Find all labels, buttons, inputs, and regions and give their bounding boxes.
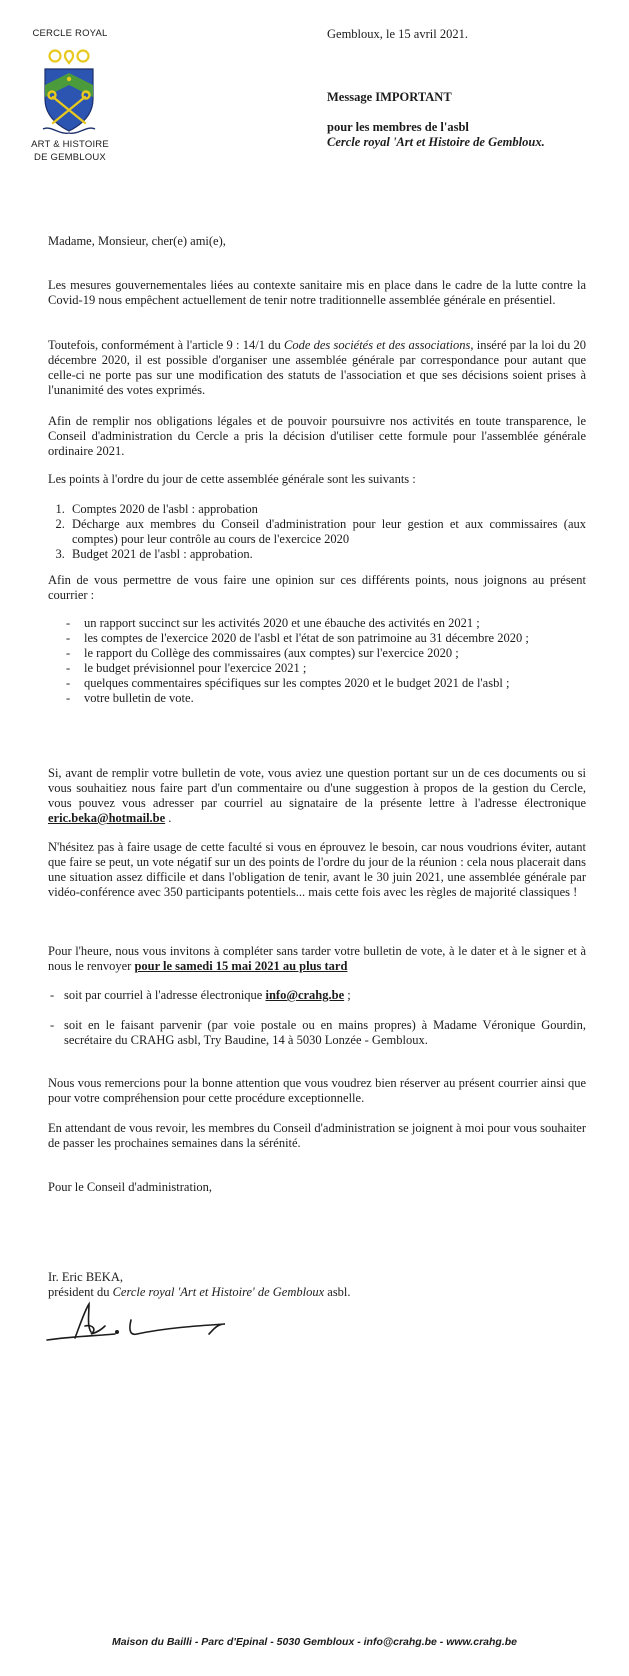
legal-code-title: Code des sociétés et des associations, xyxy=(283,338,474,352)
handwritten-signature xyxy=(45,1300,245,1348)
logo-title-bottom xyxy=(15,138,125,164)
return-methods-list-2 xyxy=(48,1018,586,1048)
paragraph-thanks: Nous vous remercions pour la bonne attention que vous voudrez bien réserver au présent courrier ainsi que pour votre compréhension pour cette procédure exceptionnelle. xyxy=(48,1076,586,1105)
letter-date: Gembloux, le 15 avril 2021. xyxy=(327,27,468,41)
message-recipient-line-2: Cercle royal 'Art et Histoire de Gembloux. xyxy=(327,135,545,149)
logo-line-1: ART & HISTOIRE xyxy=(31,139,109,150)
signer-org-name: Cercle royal 'Art et Histoire' de Gembloux xyxy=(112,1285,325,1299)
attachment-item: - les comptes de l'exercice 2020 de l'asbl et l'état de son patrimoine au 31 décembre 2020 ; xyxy=(48,631,586,646)
salutation: Madame, Monsieur, cher(e) ami(e), xyxy=(48,234,226,248)
attachment-item: - votre bulletin de vote. xyxy=(48,691,586,706)
return-email-text: soit par courriel à l'adresse électronique xyxy=(64,988,266,1002)
legal-text-1: Toutefois, conformément à l'article 9 : 14/1 du xyxy=(48,338,284,352)
paragraph-legal-basis xyxy=(48,338,586,398)
info-email-link[interactable]: info@crahg.be xyxy=(265,988,345,1002)
paragraph-decision: Afin de remplir nos obligations légales et de pouvoir poursuivre nos activités en toute transparence, le Conseil d'administration du Cercle a pris la décision d'utiliser cette formule pour l'assemblée générale ordinaire 2021. xyxy=(48,414,586,458)
agenda-item: 3. Budget 2021 de l'asbl : approbation. xyxy=(68,547,586,562)
paragraph-negative-vote: N'hésitez pas à faire usage de cette faculté si vous en éprouvez le besoin, car nous voudrions éviter, autant que faire se peut, un vote négatif sur un des points de l'ordre du jour de la réunion : cela nous placerait dans une situation assez difficile et dans l'obligation de tenir, avant le 30 juin 2021, une assemblée générale par vidéo-conférence avec 350 participants potentiels... mais cette fois avec les règles de majorité classiques ! xyxy=(48,840,586,899)
paragraph-deadline xyxy=(48,944,586,974)
paragraph-attachments-intro: Afin de vous permettre de vous faire une opinion sur ces différents points, nous joignons au présent courrier : xyxy=(48,573,586,602)
message-recipient-line-1: pour les membres de l'asbl xyxy=(327,120,469,134)
attachment-item: - le rapport du Collège des commissaires (aux comptes) sur l'exercice 2020 ; xyxy=(48,646,586,661)
return-method-post: - soit en le faisant parvenir (par voie postale ou en mains propres) à Madame Véronique Gourdin, secrétaire du CRAHG asbl, Try Baudine, 14 à 5030 Lonzée - Gembloux. xyxy=(48,1018,586,1048)
questions-text-end: . xyxy=(165,811,172,825)
signer-role-text: président du xyxy=(48,1285,113,1299)
deadline-date: pour le samedi 15 mai 2021 au plus tard xyxy=(134,959,348,973)
return-method-email xyxy=(48,988,586,1003)
attachment-item: - un rapport succinct sur les activités 2020 et une ébauche des activités en 2021 ; xyxy=(48,616,586,631)
agenda-list xyxy=(48,502,586,562)
paragraph-questions xyxy=(48,766,586,826)
attachment-item: - quelques commentaires spécifiques sur les comptes 2020 et le budget 2021 de l'asbl ; xyxy=(48,676,586,691)
logo-title-top: CERCLE ROYAL xyxy=(32,28,108,39)
questions-text: Si, avant de remplir votre bulletin de vote, vous aviez une question portant sur un de ces documents ou si vous souhaitiez nous faire part d'un commentaire ou d'une suggestion à propos de la gestion du Cercle, vous pouvez vous adresser par courriel au signataire de la présente lettre à l'adresse électronique xyxy=(48,766,586,810)
return-email-end: ; xyxy=(344,988,351,1002)
legal-text-2: inséré par la loi du 20 décembre 2020, il est possible d'organiser une assemblée générale par correspondance pour autant que celle-ci ne porte pas sur une modification des statuts de l'association et que ses décisions soient prises à l'unanimité des votes exprimés. xyxy=(48,338,586,397)
paragraph-agenda-intro: Les points à l'ordre du jour de cette assemblée générale sont les suivants : xyxy=(48,472,416,486)
attachment-item: - le budget prévisionnel pour l'exercice 2021 ; xyxy=(48,661,586,676)
message-recipient xyxy=(327,120,545,150)
paragraph-farewell: En attendant de vous revoir, les membres du Conseil d'administration se joignent à moi pour vous souhaiter de passer les prochaines semaines dans la sérénité. xyxy=(48,1121,586,1150)
agenda-item: 1. Comptes 2020 de l'asbl : approbation xyxy=(68,502,586,517)
logo-line-2: DE GEMBLOUX xyxy=(34,152,106,163)
coat-of-arms-logo xyxy=(39,47,99,137)
contact-email-link[interactable]: eric.beka@hotmail.be xyxy=(48,811,166,825)
signer-name: Ir. Eric BEKA, xyxy=(48,1270,123,1284)
paragraph-context: Les mesures gouvernementales liées au contexte sanitaire mis en place dans le cadre de la lutte contre la Covid-19 nous empêchent actuellement de tenir notre traditionnelle assemblée générale en présentiel. xyxy=(48,278,586,307)
signer-role-end: asbl. xyxy=(324,1285,351,1299)
footer-address: Maison du Bailli - Parc d'Epinal - 5030 Gembloux - info@crahg.be - www.crahg.be xyxy=(111,1636,517,1648)
agenda-item: 2. Décharge aux membres du Conseil d'administration pour leur gestion et aux commissaires (aux comptes) pour leur contrôle au cours de l'exercice 2020 xyxy=(68,517,586,547)
message-title: Message IMPORTANT xyxy=(327,90,452,104)
closing-line: Pour le Conseil d'administration, xyxy=(48,1180,213,1194)
deadline-text: Pour l'heure, nous vous invitons à compléter sans tarder votre bulletin de vote, à le dater et à le signer et à nous le renvoyer xyxy=(48,944,586,973)
signer-role xyxy=(48,1285,586,1300)
attachments-list xyxy=(48,616,586,706)
return-methods-list xyxy=(48,988,586,1003)
